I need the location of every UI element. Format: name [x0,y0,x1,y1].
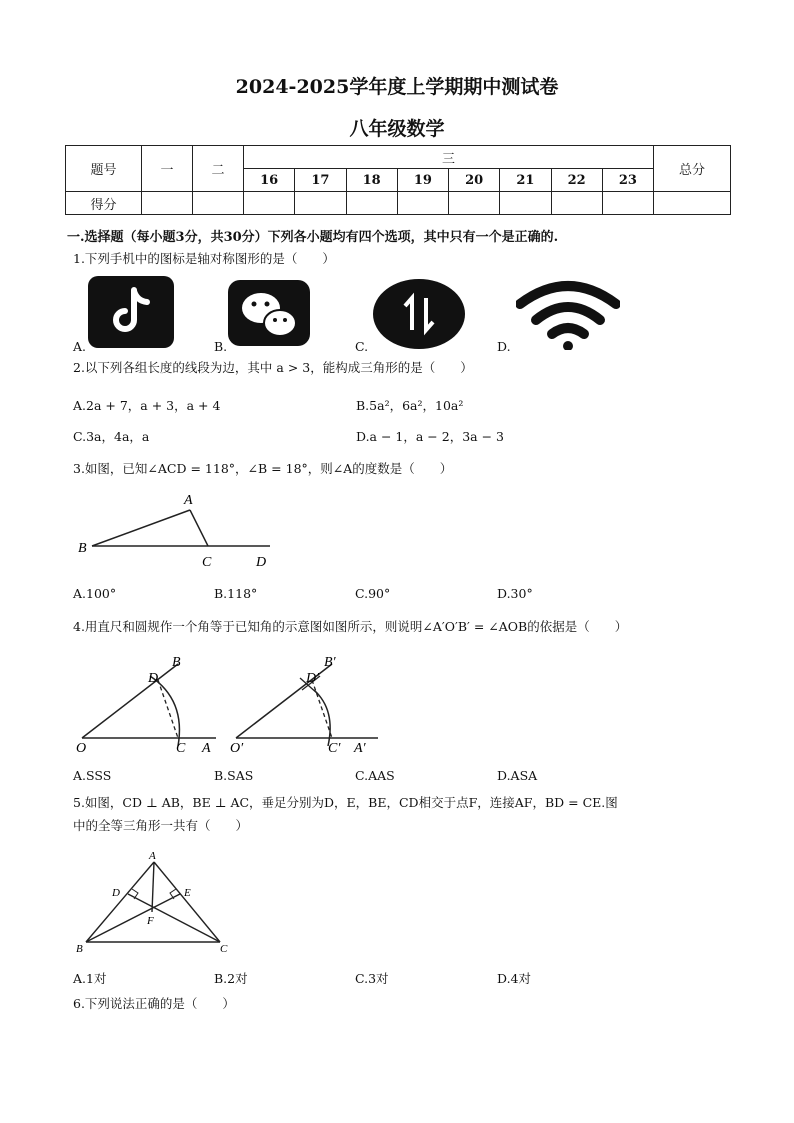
label-d-prime: D′ [306,671,320,686]
label-c: C [176,741,186,756]
wifi-icon [516,278,620,350]
score-cell[interactable] [500,192,551,215]
q4-option-d[interactable]: D.ASA [497,768,538,783]
q4-stem: 4.用直尺和圆规作一个角等于已知角的示意图如图所示，则说明∠A′O′B′ = ∠AOB的依据是（ ） [73,619,628,634]
label-d: D [256,555,267,570]
label-o-prime: O′ [230,741,244,756]
label-c: C [202,555,212,570]
row-score-label: 得分 [66,192,142,215]
score-cell[interactable] [244,192,295,215]
q2-option-c[interactable]: C.3a，4a，a [73,429,150,444]
label-a: A [149,850,156,862]
th-q18: 18 [346,169,397,192]
label-o: O [76,741,87,756]
th-q16: 16 [244,169,295,192]
label-b: B [172,655,181,670]
label-e: E [184,887,191,899]
th-tihao: 题号 [66,146,142,192]
q3-option-c[interactable]: C.90° [355,586,391,601]
tiktok-icon [88,276,176,350]
score-cell[interactable] [295,192,346,215]
q5-option-a[interactable]: A.1对 [73,971,107,986]
label-b: B [76,943,83,955]
label-b: B [78,541,87,556]
q5-triangle-figure [74,846,240,958]
th-q21: 21 [500,169,551,192]
q1-option-c[interactable]: C. [355,339,369,354]
exam-title: 2024-2025学年度上学期期中测试卷 [235,76,559,98]
score-cell[interactable] [654,192,731,215]
th-q17: 17 [295,169,346,192]
q4-left-figure [74,650,224,756]
exam-subtitle: 八年级数学 [349,118,445,140]
th-q23: 23 [602,169,653,192]
q1-stem: 1.下列手机中的图标是轴对称图形的是（ ） [73,251,335,266]
q4-right-figure [228,650,388,756]
score-cell[interactable] [602,192,653,215]
label-b-prime: B′ [324,655,336,670]
th-section-1: 一 [142,146,193,192]
th-q22: 22 [551,169,602,192]
q5-option-b[interactable]: B.2对 [214,971,248,986]
q4-option-c[interactable]: C.AAS [355,768,395,783]
score-cell[interactable] [346,192,397,215]
q6-stem: 6.下列说法正确的是（ ） [73,996,235,1011]
label-d: D [112,887,120,899]
th-section-3: 三 [244,146,654,169]
q1-option-a[interactable]: A. [73,339,87,354]
label-a: A [184,493,193,508]
score-cell[interactable] [193,192,244,215]
q4-option-a[interactable]: A.SSS [73,768,112,783]
q1-option-d[interactable]: D. [497,339,511,354]
q5-option-d[interactable]: D.4对 [497,971,532,986]
score-cell[interactable] [142,192,193,215]
q5-stem-line1: 5.如图，CD ⊥ AB，BE ⊥ AC，垂足分别为D，E，BE，CD相交于点F，连接AF，BD = CE.图 [73,795,618,810]
label-f: F [147,915,154,927]
th-total: 总分 [654,146,731,192]
q2-stem: 2.以下列各组长度的线段为边，其中 a > 3，能构成三角形的是（ ） [73,360,473,375]
q4-option-b[interactable]: B.SAS [214,768,254,783]
score-table [65,145,731,215]
label-c: C [220,943,228,955]
th-q20: 20 [449,169,500,192]
wechat-icon [228,280,312,348]
q3-stem: 3.如图，已知∠ACD = 118°，∠B = 18°，则∠A的度数是（ ） [73,461,453,476]
label-c-prime: C′ [328,741,341,756]
q3-option-b[interactable]: B.118° [214,586,258,601]
q3-triangle-figure [74,488,280,574]
label-a-prime: A′ [354,741,366,756]
transfer-icon [372,278,466,350]
q2-option-d[interactable]: D.a − 1，a − 2，3a − 3 [356,429,504,444]
score-cell[interactable] [449,192,500,215]
q5-option-c[interactable]: C.3对 [355,971,389,986]
q3-option-d[interactable]: D.30° [497,586,533,601]
q5-stem-line2: 中的全等三角形一共有（ ） [73,818,249,833]
q1-option-b[interactable]: B. [214,339,228,354]
label-a: A [202,741,211,756]
score-cell[interactable] [397,192,448,215]
q2-option-b[interactable]: B.5a²，6a²，10a² [356,398,464,413]
th-q19: 19 [397,169,448,192]
q2-option-a[interactable]: A.2a + 7，a + 3，a + 4 [73,398,221,413]
score-cell[interactable] [551,192,602,215]
section-1-heading: 一.选择题（每小题3分，共30分）下列各小题均有四个选项，其中只有一个是正确的. [67,230,559,245]
th-section-2: 二 [193,146,244,192]
label-d: D [148,671,159,686]
q3-option-a[interactable]: A.100° [73,586,117,601]
